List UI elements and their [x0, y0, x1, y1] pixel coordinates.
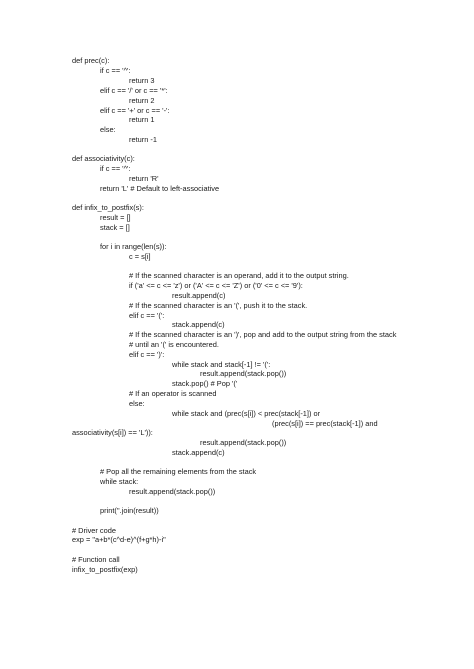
code-line: result.append(stack.pop())	[200, 438, 287, 447]
code-line: def associativity(c):	[72, 154, 135, 163]
code-line: # If the scanned character is an '(', push it to the stack.	[129, 301, 308, 310]
code-line: stack = []	[100, 223, 130, 232]
code-line: elif c == '/' or c == '*':	[100, 86, 168, 95]
code-line: infix_to_postfix(exp)	[72, 565, 138, 574]
code-line: print(''.join(result))	[100, 506, 159, 515]
code-line: return 'R'	[129, 174, 159, 183]
code-line: def infix_to_postfix(s):	[72, 203, 144, 212]
code-line: # If the scanned character is an operand, add it to the output string.	[129, 271, 349, 280]
code-line: def prec(c):	[72, 56, 110, 65]
code-line: return 1	[129, 115, 155, 124]
code-line: return 3	[129, 76, 155, 85]
code-line: (prec(s[i]) == prec(stack[-1]) and	[272, 419, 378, 428]
code-line: stack.append(c)	[172, 320, 225, 329]
code-line: associativity(s[i]) == 'L')):	[72, 428, 153, 437]
code-line: result = []	[100, 213, 131, 222]
code-line: else:	[129, 399, 145, 408]
code-line: if ('a' <= c <= 'z') or ('A' <= c <= 'Z') or ('0' <= c <= '9'):	[129, 281, 303, 290]
code-line: return -1	[129, 135, 157, 144]
code-line: result.append(stack.pop())	[200, 369, 287, 378]
code-line: if c == '^':	[100, 164, 131, 173]
code-line: elif c == ')':	[129, 350, 165, 359]
code-line: result.append(stack.pop())	[129, 487, 216, 496]
code-line: elif c == '(':	[129, 311, 165, 320]
code-line: exp = "a+b*(c^d-e)^(f+g*h)-i"	[72, 535, 166, 544]
code-line: return 'L' # Default to left-associative	[100, 184, 220, 193]
code-line: elif c == '+' or c == '-':	[100, 106, 170, 115]
code-line: if c == '^':	[100, 66, 131, 75]
code-line: result.append(c)	[172, 291, 226, 300]
code-line: # Driver code	[72, 526, 116, 535]
code-line: # If an operator is scanned	[129, 389, 217, 398]
code-line: else:	[100, 125, 116, 134]
code-line: while stack and (prec(s[i]) < prec(stack[-1]) or	[172, 409, 321, 418]
code-line: stack.append(c)	[172, 448, 225, 457]
code-line: while stack and stack[-1] != '(':	[172, 360, 271, 369]
code-line: # Function call	[72, 555, 120, 564]
code-line: for i in range(len(s)):	[100, 242, 167, 251]
code-line: # If the scanned character is an ')', pop and add to the output string from the stack	[129, 330, 397, 339]
code-line: # until an '(' is encountered.	[129, 340, 219, 349]
code-line: # Pop all the remaining elements from the stack	[100, 467, 257, 476]
code-line: return 2	[129, 96, 155, 105]
code-line: while stack:	[100, 477, 139, 486]
code-line: c = s[i]	[129, 252, 151, 261]
code-line: stack.pop() # Pop '('	[172, 379, 238, 388]
